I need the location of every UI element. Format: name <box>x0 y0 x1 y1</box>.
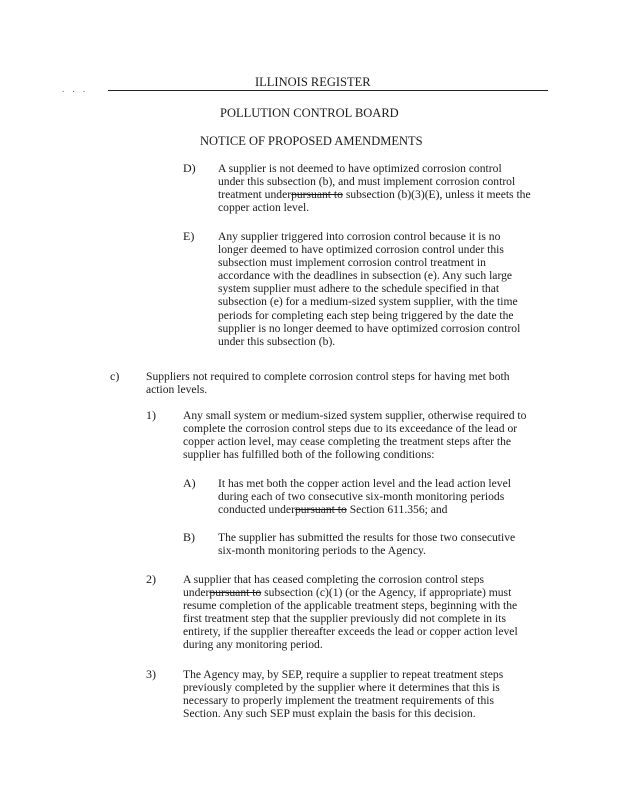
text-segment: subsection (c)(1) (or the Agency, if appropriate) must <box>261 586 512 600</box>
text-segment: conducted under <box>218 503 295 517</box>
item-c2-label: 2) <box>146 572 156 586</box>
text-line: The Agency may, by SEP, require a supplier to repeat treatment steps <box>183 668 504 681</box>
subsection-e-label: E) <box>183 229 195 243</box>
item-c2-text <box>183 573 518 652</box>
board-title: POLLUTION CONTROL BOARD <box>220 106 399 120</box>
text-line: copper action level. <box>218 201 310 215</box>
text-line: A supplier that has ceased completing the corrosion control steps <box>183 573 485 586</box>
text-line: action levels. <box>146 383 208 397</box>
text-line: under this subsection (b), and must implement corrosion control <box>218 175 516 189</box>
text-line: It has met both the copper action level and the lead action level <box>218 477 511 490</box>
text-segment: Section 611.356; and <box>346 503 448 517</box>
item-c1b-label: B) <box>183 530 195 544</box>
header-dots: . . . <box>62 84 89 94</box>
register-title: ILLINOIS REGISTER <box>255 75 371 89</box>
text-line: during any monitoring period. <box>183 638 323 652</box>
text-line: system supplier must adhere to the schedule specified in that <box>218 282 500 296</box>
text-line: copper action level, may cease completing the treatment steps after the <box>183 435 512 449</box>
item-c1a-text <box>218 477 511 516</box>
subsection-c-text <box>146 370 510 396</box>
text-line: Suppliers not required to complete corrosion control steps for having met both <box>146 370 510 383</box>
text-line <box>218 188 531 201</box>
text-line: under this subsection (b). <box>218 334 336 348</box>
notice-title: NOTICE OF PROPOSED AMENDMENTS <box>200 134 423 148</box>
text-line: entirety, if the supplier thereafter exceeds the lead or copper action level <box>183 625 518 639</box>
text-line: accordance with the deadlines in subsection (e). Any such large <box>218 269 513 283</box>
text-line: Section. Any such SEP must explain the basis for this decision. <box>183 707 476 721</box>
text-line: Any supplier triggered into corrosion control because it is no <box>218 230 501 243</box>
text-line: longer deemed to have optimized corrosion control under this <box>218 243 504 257</box>
text-segment: treatment under <box>218 188 292 202</box>
struck-text: pursuant to <box>294 503 347 517</box>
text-line <box>218 503 511 516</box>
item-c3-label: 3) <box>146 667 156 681</box>
text-line: first treatment step that the supplier previously did not complete in its <box>183 612 506 626</box>
subsection-d-label: D) <box>183 161 196 175</box>
text-segment: subsection (b)(3)(E), unless it meets the <box>342 188 531 202</box>
text-line: The supplier has submitted the results for those two consecutive <box>218 531 516 544</box>
text-line: A supplier is not deemed to have optimized corrosion control <box>218 162 502 175</box>
text-line <box>183 586 518 599</box>
text-line: subsection must implement corrosion control treatment in <box>218 256 486 270</box>
text-line: necessary to properly implement the treatment requirements of this <box>183 694 494 708</box>
header-rule <box>108 90 548 91</box>
text-line: supplier is no longer deemed to have optimized corrosion control <box>218 321 521 335</box>
item-c1a-label: A) <box>183 476 196 490</box>
text-line: subsection (e) for a medium-sized system supplier, with the time <box>218 295 518 309</box>
text-line: previously completed by the supplier where it determines that this is <box>183 681 500 695</box>
text-line: complete the corrosion control steps due to its exceedance of the lead or <box>183 422 518 436</box>
struck-text: pursuant to <box>291 188 343 202</box>
text-line: supplier has fulfilled both of the following conditions: <box>183 448 435 462</box>
text-line: six-month monitoring periods to the Agency. <box>218 544 426 558</box>
subsection-e-text <box>218 230 520 348</box>
item-c3-text <box>183 668 503 720</box>
item-c1-label: 1) <box>146 408 156 422</box>
text-line: resume completion of the applicable treatment steps, beginning with the <box>183 599 518 613</box>
text-segment: under <box>183 586 210 600</box>
struck-text: pursuant to <box>209 586 262 600</box>
text-line: periods for completing each step being triggered by the date the <box>218 308 514 322</box>
subsection-c-label: c) <box>110 369 120 383</box>
subsection-d-text <box>218 162 531 214</box>
item-c1b-text <box>218 531 515 557</box>
text-line: during each of two consecutive six-month monitoring periods <box>218 490 505 504</box>
text-line: Any small system or medium-sized system supplier, otherwise required to <box>183 409 527 422</box>
item-c1-text <box>183 409 526 461</box>
